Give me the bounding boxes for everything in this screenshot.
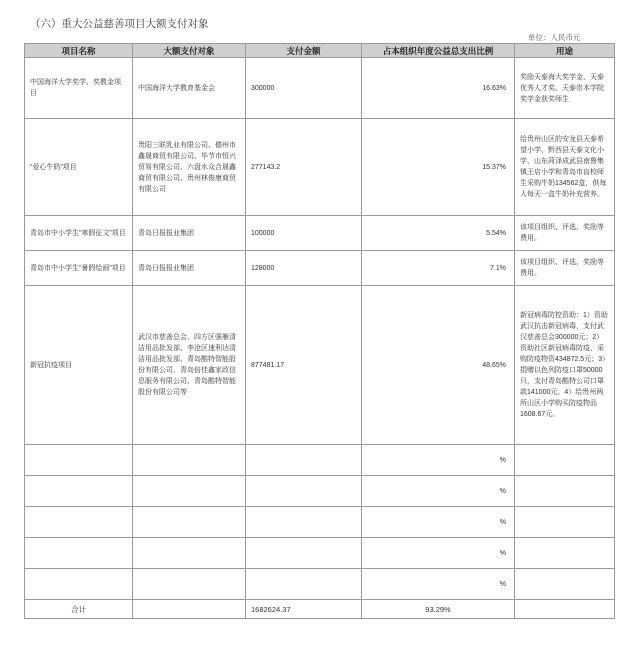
project-name-cell: “爱心牛奶”项目: [25, 119, 133, 216]
col-header-ratio: 占本组织年度公益总支出比例: [362, 44, 515, 58]
empty-row: [25, 569, 615, 600]
table-row: [25, 286, 615, 445]
col-header-payee: 大额支付对象: [133, 44, 246, 58]
amount-cell: 877481.17: [246, 286, 362, 445]
payee-cell: 青岛日报报业集团: [133, 216, 246, 251]
empty-row: [25, 476, 615, 507]
ratio-cell: 48.65%: [362, 286, 515, 445]
table-row: [25, 251, 615, 286]
ratio-cell: 16.63%: [362, 58, 515, 119]
ratio-cell: 7.1%: [362, 251, 515, 286]
total-ratio: 93.29%: [362, 600, 515, 619]
col-header-use: 用途: [515, 44, 615, 58]
ratio-cell: %: [362, 538, 515, 569]
use-cell: 新冠病毒防控资助：1）资助武汉抗击新冠病毒，支付武汉慈善总会300000元；2）资助社区新冠病毒防疫，采购防疫物资434872.5元；3）捐赠以色列防疫口罩50000只，支付青岛酷特公司口罩款141000元。4）给贵州两所山区小学购买防疫物品1608.67元。: [515, 286, 615, 445]
section-heading: （六）重大公益慈善项目大额支付对象: [30, 18, 209, 30]
payment-table: [24, 43, 615, 619]
total-row: [25, 600, 615, 619]
table-header-row: [25, 44, 615, 58]
payee-cell: 贵阳三联乳业有限公司、德州市鑫晟商贸有限公司、毕节市恒兴贸易有限公司、六盘水众合晟鑫商贸有限公司、贵州林俊康商贸有限公司: [133, 119, 246, 216]
ratio-cell: %: [362, 445, 515, 476]
ratio-cell: %: [362, 476, 515, 507]
use-cell: 给贵州山区的安龙县天泰希望小学、黔西县天泰文化小学、山东菏泽成武县南鲁集镇王店小学和青岛市盲校师生采购牛奶134562盒，供每人每天一盒牛奶补充营养。: [515, 119, 615, 216]
col-header-amount: 支付金额: [246, 44, 362, 58]
total-label: 合计: [25, 600, 133, 619]
project-name-cell: 中国海洋大学奖学、奖教金项目: [25, 58, 133, 119]
payee-cell: 青岛日报报业集团: [133, 251, 246, 286]
table-row: [25, 119, 615, 216]
project-name-cell: 新冠抗疫项目: [25, 286, 133, 445]
empty-row: [25, 507, 615, 538]
total-amount: 1682624.37: [246, 600, 362, 619]
amount-cell: 300000: [246, 58, 362, 119]
payee-cell: 武汉市慈善总会、四方区强雁清洁用品批发部、李沧区速利达清洁用品批发部、青岛酷特智能股份有限公司、青岛倍佳鑫家政信息服务有限公司、青岛酷特智能股份有限公司等: [133, 286, 246, 445]
table-row: [25, 216, 615, 251]
project-name-cell: 青岛市中小学生“寒假征文”项目: [25, 216, 133, 251]
ratio-cell: 15.37%: [362, 119, 515, 216]
use-cell: 该项目组织、评选、奖励等费用。: [515, 216, 615, 251]
payee-cell: 中国海洋大学教育基金会: [133, 58, 246, 119]
project-name-cell: 青岛市中小学生“暑假绘画”项目: [25, 251, 133, 286]
amount-cell: 277143.2: [246, 119, 362, 216]
ratio-cell: 5.54%: [362, 216, 515, 251]
empty-row: [25, 445, 615, 476]
empty-row: [25, 538, 615, 569]
use-cell: 奖励天泰海大奖学金、天泰优秀人才奖、天泰崇本学院奖学金获奖师生: [515, 58, 615, 119]
col-header-project: 项目名称: [25, 44, 133, 58]
amount-cell: 128000: [246, 251, 362, 286]
use-cell: 该项目组织、评选、奖励等费用。: [515, 251, 615, 286]
ratio-cell: %: [362, 507, 515, 538]
unit-label: 单位：人民币元: [528, 33, 581, 42]
amount-cell: 100000: [246, 216, 362, 251]
table-row: [25, 58, 615, 119]
ratio-cell: %: [362, 569, 515, 600]
